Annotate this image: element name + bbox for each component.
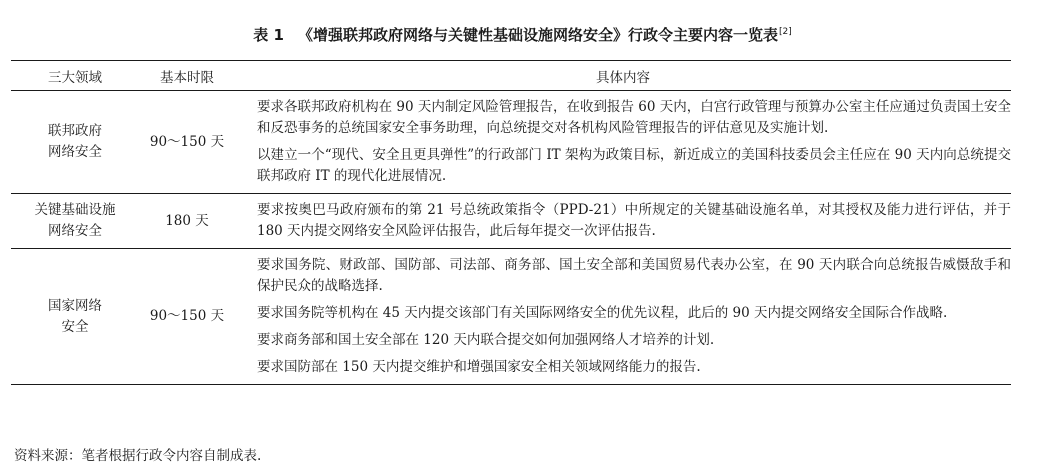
column-header-area: 三大领域 [11,61,139,91]
content-cell [235,194,1011,249]
column-header-content: 具体内容 [235,61,1011,91]
area-line: 联邦政府 [48,123,102,139]
table-row-national [11,249,1011,385]
time-limit-cell: 90～150 天 [139,91,235,194]
content-paragraph: 要求国防部在 150 天内提交维护和增强国家安全相关领域网络能力的报告. [257,359,701,375]
table-header-row [11,61,1011,91]
content-table [11,60,1011,385]
area-cell [11,194,139,249]
area-cell [11,91,139,194]
table-title [0,22,1045,45]
content-paragraph: 要求按奥巴马政府颁布的第 21 号总统政策指令（PPD-21）中所规定的关键基础设施名单，对其授权及能力进行评估，并于 180 天内提交网络安全风险评估报告，此后每年提交一次评估报告. [257,202,1011,239]
table-row-critical-infrastructure [11,194,1011,249]
content-paragraph: 要求国务院等机构在 45 天内提交该部门有关国际网络安全的优先议程，此后的 90 天内提交网络安全国际合作战略. [257,305,948,321]
area-line: 安全 [61,318,89,335]
content-cell [235,249,1011,385]
reference-marker: [2] [778,27,792,37]
area-cell [11,249,139,385]
area-line: 网络安全 [48,144,102,160]
source-note: 资料来源：笔者根据行政令内容自制成表. [14,448,262,464]
table-number: 表 1 [253,26,284,44]
content-paragraph: 要求商务部和国土安全部在 120 天内联合提交如何加强网络人才培养的计划. [257,332,715,348]
content-paragraph: 要求国务院、财政部、国防部、司法部、商务部、国土安全部和美国贸易代表办公室，在 90 天内联合向总统报告威慑敌手和保护民众的战略选择. [257,257,1011,294]
content-paragraph: 以建立一个“现代、安全且更具弹性”的行政部门 IT 架构为政策目标，新近成立的美国科技委员会主任应在 90 天内向总统提交联邦政府 IT 的现代化进展情况. [257,147,1011,184]
table-row-federal [11,91,1011,194]
table-title-text: 《增强联邦政府网络与关键性基础设施网络安全》行政令主要内容一览表 [297,26,778,44]
area-line: 国家网络 [48,297,102,314]
content-cell [235,91,1011,194]
content-paragraph: 要求各联邦政府机构在 90 天内制定风险管理报告，在收到报告 60 天内，白宫行政管理与预算办公室主任应通过负责国土安全和反恐事务的总统国家安全事务助理，向总统提交对各机构风险管理报告的评估意见及实施计划. [257,99,1011,136]
column-header-time: 基本时限 [139,61,235,91]
time-limit-cell: 180 天 [139,194,235,249]
area-line: 网络安全 [48,223,102,239]
time-limit-cell: 90～150 天 [139,249,235,385]
area-line: 关键基础设施 [34,202,116,218]
